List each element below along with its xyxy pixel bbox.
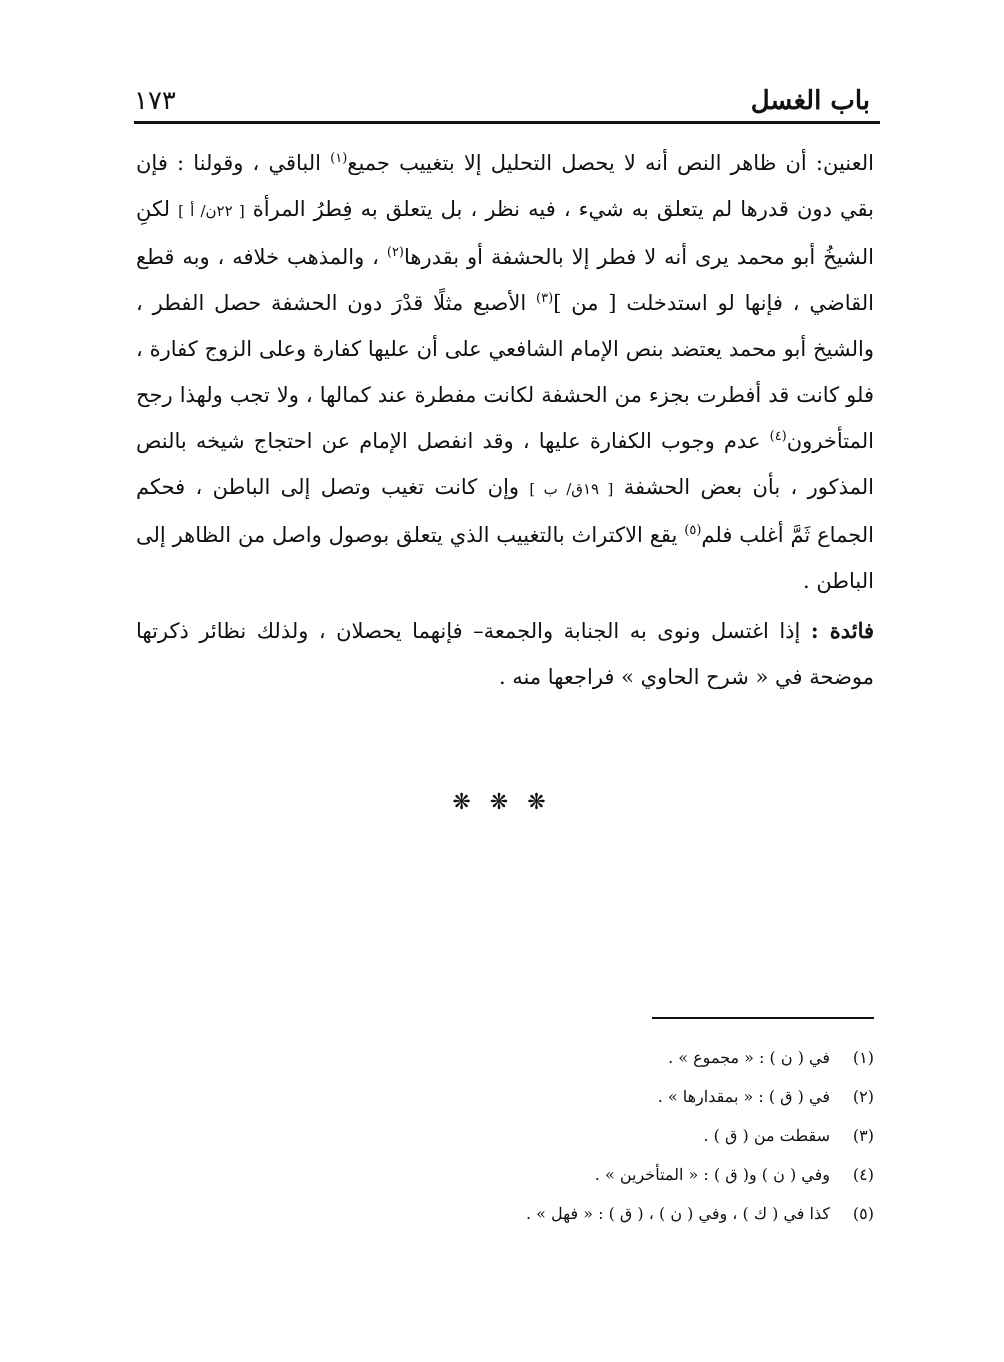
- text-run: لكنِ الشيخُ أبو محمد يرى أنه لا فطر إلا بالحشفة أو بقدرها: [136, 197, 874, 269]
- footnote-number: (٥): [852, 1204, 874, 1223]
- chapter-title: باب الغسل: [750, 86, 870, 116]
- text-run: الباقي ، وقولنا : فإن بقي دون قدرها لم يتعلق به شيء ، فيه نظر ، بل يتعلق به فِطرُ المرأة: [136, 151, 874, 221]
- footnote-ref-3: (٣): [536, 291, 554, 306]
- footnote-text: في ( ن ) : « مجموع » .: [668, 1048, 830, 1067]
- footnote-ref-5: (٥): [684, 523, 702, 538]
- text-run: وإن كانت تغيب وتصل إلى الباطن ، فحكم الجماع ثَمَّ أغلب فلم: [136, 475, 874, 547]
- footnote-ref-1: (١): [330, 151, 348, 166]
- footnote-number: (٣): [852, 1126, 874, 1145]
- text-run: العنين: أن ظاهر النص أنه لا يحصل التحليل إلا بتغييب جميع: [347, 151, 875, 175]
- running-header: [134, 66, 870, 116]
- header-rule: [134, 121, 880, 124]
- footnote-ref-4: (٤): [769, 429, 787, 444]
- footnote-4: [136, 1155, 874, 1194]
- footnote-number: (١): [852, 1048, 874, 1067]
- benefit-label: فائدة :: [810, 618, 875, 643]
- footnote-text: وفي ( ن ) و( ق ) : « المتأخرين » .: [594, 1165, 830, 1184]
- text-run: الأصبع مثلًا قدْرَ دون الحشفة حصل الفطر ، والشيخ أبو محمد يعتضد بنص الإمام الشافعي على أن عليها كفارة وعلى الزوج كفارة ، فلو كانت قد أفطرت بجزء من الحشفة لكانت مفطرة عند كمالها ، ولا تجب ولهذا رجح المتأخرون: [136, 291, 874, 453]
- footnote-text: كذا في ( ك ) ، وفي ( ن ) ، ( ق ) : « فهل » .: [525, 1204, 830, 1223]
- paragraph-main: [136, 140, 874, 604]
- manuscript-folio-marker: [ ٢٢ن/ أ ]: [178, 202, 245, 220]
- text-run: يقع الاكتراث بالتغييب الذي يتعلق بوصول واصل من الظاهر إلى الباطن .: [136, 523, 874, 593]
- footnotes: [136, 1038, 874, 1233]
- section-separator: ❋ ❋ ❋: [452, 790, 552, 815]
- footnote-text: سقطت من ( ق ) .: [703, 1126, 830, 1145]
- text-run: ، والمذهب خلافه ، وبه قطع القاضي ، فإنها لو استدخلت [ من ]: [136, 245, 874, 315]
- footnote-5: [136, 1194, 874, 1233]
- benefit-text: إذا اغتسل ونوى به الجنابة والجمعة– فإنهما يحصلان ، ولذلك نظائر ذكرتها موضحة في « شرح الحاوي » فراجعها منه .: [136, 619, 874, 689]
- footnote-ref-2: (٢): [386, 245, 404, 260]
- footnote-rule: [652, 1017, 874, 1019]
- page-number: ١٧٣: [134, 86, 176, 116]
- main-text: [136, 140, 874, 700]
- footnote-2: [136, 1077, 874, 1116]
- footnote-3: [136, 1116, 874, 1155]
- paragraph-benefit: [136, 608, 874, 700]
- footnote-text: في ( ق ) : « بمقدارها » .: [657, 1087, 830, 1106]
- manuscript-folio-marker: [ ١٩ق/ ب ]: [529, 480, 614, 498]
- footnote-number: (٤): [852, 1165, 874, 1184]
- footnote-1: [136, 1038, 874, 1077]
- text-run: عدم وجوب الكفارة عليها ، وقد انفصل الإمام عن احتجاج شيخه بالنص المذكور ، بأن بعض الحشفة: [136, 429, 875, 499]
- footnote-number: (٢): [852, 1087, 874, 1106]
